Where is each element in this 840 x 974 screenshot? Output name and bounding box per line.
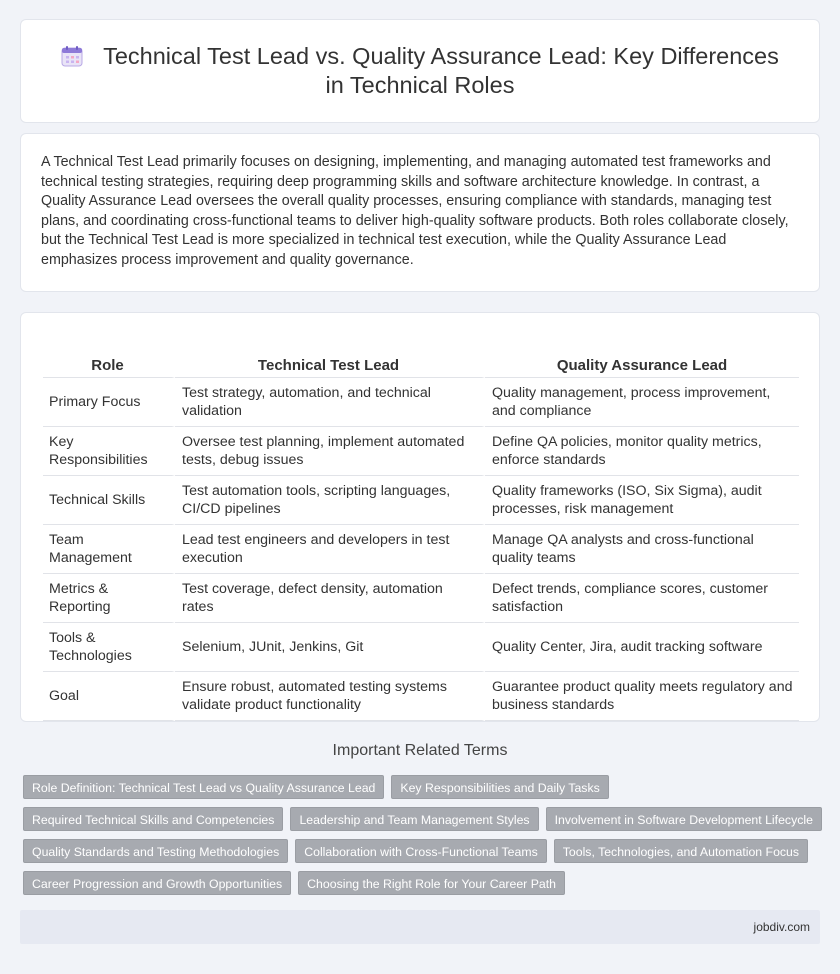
tag-row (23, 775, 823, 799)
comparison-table (43, 333, 799, 721)
page-title-text: Technical Test Lead vs. Quality Assurance Lead: Key Differences in Technical Roles (103, 43, 779, 98)
technical-test-lead-cell: Ensure robust, automated testing systems validate product functionality (175, 672, 485, 721)
table-row (43, 427, 799, 476)
technical-test-lead-cell: Lead test engineers and developers in test execution (175, 525, 485, 574)
tag-row (23, 839, 823, 863)
technical-test-lead-cell: Selenium, JUnit, Jenkins, Git (175, 623, 485, 672)
related-term-tag[interactable]: Quality Standards and Testing Methodologies (23, 839, 288, 863)
table-row (43, 476, 799, 525)
header-technical-test-lead: Technical Test Lead (175, 333, 485, 378)
calendar-icon (61, 45, 83, 67)
quality-assurance-lead-cell: Manage QA analysts and cross-functional quality teams (485, 525, 799, 574)
page-title (51, 42, 789, 100)
related-term-tag[interactable]: Choosing the Right Role for Your Career Path (298, 871, 565, 895)
technical-test-lead-cell: Test automation tools, scripting languages, CI/CD pipelines (175, 476, 485, 525)
technical-test-lead-cell: Test strategy, automation, and technical validation (175, 378, 485, 427)
table-header-row (43, 333, 799, 378)
quality-assurance-lead-cell: Quality frameworks (ISO, Six Sigma), audit processes, risk management (485, 476, 799, 525)
technical-test-lead-cell: Test coverage, defect density, automation rates (175, 574, 485, 623)
quality-assurance-lead-cell: Quality Center, Jira, audit tracking software (485, 623, 799, 672)
quality-assurance-lead-cell: Define QA policies, monitor quality metrics, enforce standards (485, 427, 799, 476)
related-term-tag[interactable]: Career Progression and Growth Opportunities (23, 871, 291, 895)
tag-row (23, 871, 823, 895)
related-term-tag[interactable]: Role Definition: Technical Test Lead vs Quality Assurance Lead (23, 775, 384, 799)
comparison-table-card (20, 312, 820, 722)
quality-assurance-lead-cell: Guarantee product quality meets regulatory and business standards (485, 672, 799, 721)
row-label: Team Management (43, 525, 175, 574)
row-label: Key Responsibilities (43, 427, 175, 476)
footer (20, 910, 820, 944)
related-terms-title: Important Related Terms (332, 742, 508, 759)
footer-site-link[interactable]: jobdiv.com (753, 920, 810, 934)
table-row (43, 574, 799, 623)
table-row (43, 525, 799, 574)
related-term-tag[interactable]: Leadership and Team Management Styles (290, 807, 538, 831)
quality-assurance-lead-cell: Defect trends, compliance scores, customer satisfaction (485, 574, 799, 623)
quality-assurance-lead-cell: Quality management, process improvement, and compliance (485, 378, 799, 427)
related-terms-tags (23, 775, 823, 903)
header-role: Role (43, 333, 175, 378)
row-label: Goal (43, 672, 175, 721)
title-card (20, 19, 820, 123)
intro-paragraph: A Technical Test Lead primarily focuses on designing, implementing, and managing automated test frameworks and technical testing strategies, requiring deep programming skills and software architecture knowledge. In contrast, a Quality Assurance Lead oversees the overall quality processes, ensuring compliance with standards, managing test plans, and coordinating cross-functional teams to deliver high-quality software products. Both roles collaborate closely, but the Technical Test Lead is more specialized in technical test execution, while the Quality Assurance Lead emphasizes process improvement and quality governance. (41, 154, 789, 268)
table-row (43, 623, 799, 672)
technical-test-lead-cell: Oversee test planning, implement automated tests, debug issues (175, 427, 485, 476)
related-term-tag[interactable]: Key Responsibilities and Daily Tasks (391, 775, 608, 799)
table-row (43, 378, 799, 427)
tag-row (23, 807, 823, 831)
row-label: Metrics & Reporting (43, 574, 175, 623)
related-term-tag[interactable]: Involvement in Software Development Lifecycle (546, 807, 822, 831)
row-label: Tools & Technologies (43, 623, 175, 672)
related-term-tag[interactable]: Required Technical Skills and Competencies (23, 807, 283, 831)
row-label: Primary Focus (43, 378, 175, 427)
table-row (43, 672, 799, 721)
row-label: Technical Skills (43, 476, 175, 525)
related-term-tag[interactable]: Tools, Technologies, and Automation Focus (554, 839, 808, 863)
header-quality-assurance-lead: Quality Assurance Lead (485, 333, 799, 378)
related-term-tag[interactable]: Collaboration with Cross-Functional Teams (295, 839, 547, 863)
intro-card (20, 133, 820, 292)
